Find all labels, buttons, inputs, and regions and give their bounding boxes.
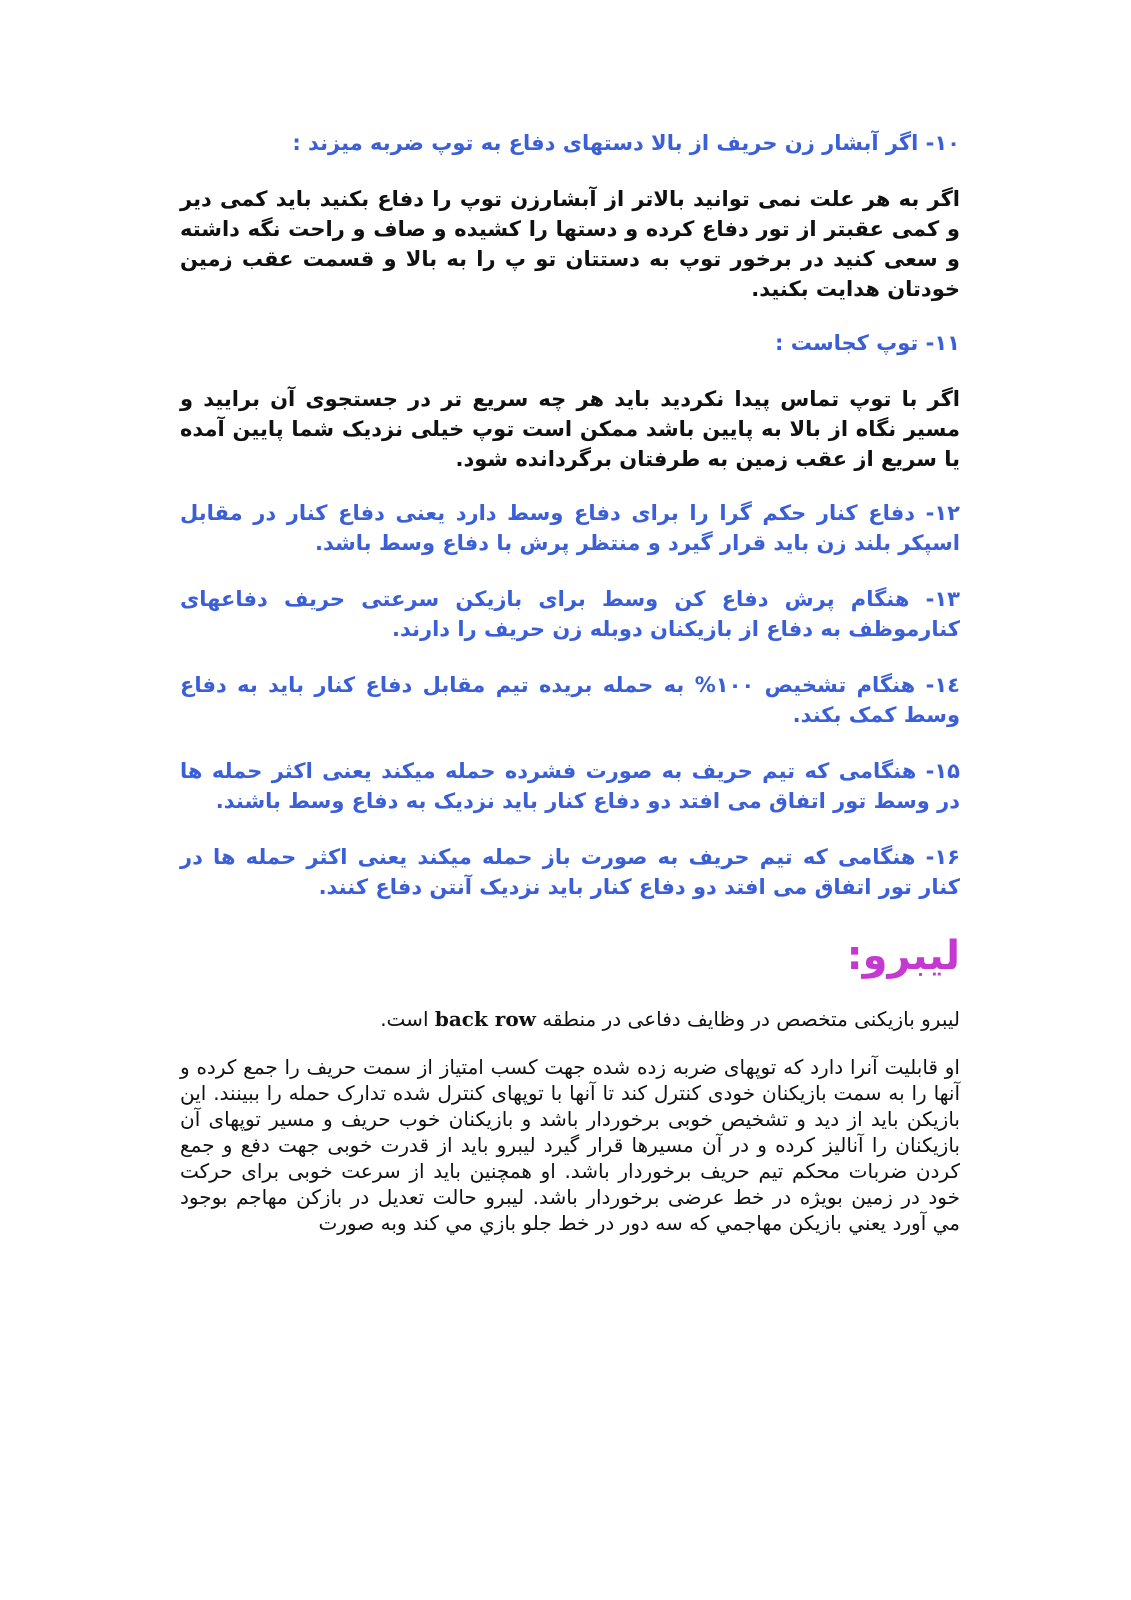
libero-intro-before: لیبرو بازیکنی متخصص در وظایف دفاعی در منطقه — [542, 1007, 960, 1031]
item-11-body: اگر با توپ تماس پیدا نکردید باید هر چه سریع تر در جستجوی آن برایید و مسیر نگاه از بالا به پایین باشد ممکن است توپ خیلی نزدیک شما پایین آمده یا سریع از عقب زمین به طرفتان برگردانده شود. — [180, 387, 960, 471]
libero-intro-latin: back row — [434, 1007, 536, 1031]
libero-intro — [180, 1006, 960, 1032]
libero-intro-after: است. — [380, 1007, 429, 1031]
item-13-text: ۱۳- هنگام پرش دفاع کن وسط برای بازیکن سرعتی حریف دفاعهای کنارموظف به دفاع از بازیکنان دوبله زن حریف را دارند. — [180, 587, 960, 641]
item-12-text: ۱۲- دفاع کنار حکم گرا را برای دفاع وسط دارد یعنی دفاع کنار در مقابل اسپکر بلند زن باید قرار گیرد و منتظر پرش با دفاع وسط باشد. — [180, 501, 960, 555]
item-14-text: ۱٤- هنگام تشخیص ۱۰۰% به حمله بریده تیم مقابل دفاع کنار باید به دفاع وسط کمک بکند. — [180, 673, 960, 727]
item-10-heading: ۱۰- اگر آبشار زن حریف از بالا دستهای دفاع به توپ ضربه میزند : — [292, 131, 960, 155]
item-15-text: ۱۵- هنگامی که تیم حریف به صورت فشرده حمله میکند یعنی اکثر حمله ها در وسط تور اتفاق می افتد دو دفاع کنار باید نزدیک به دفاع وسط باشند. — [180, 759, 960, 813]
item-16-text: ۱۶- هنگامی که تیم حریف به صورت باز حمله میکند یعنی اکثر حمله ها در کنار تور اتفاق می افتد دو دفاع کنار باید نزدیک آنتن دفاع کنند. — [180, 845, 960, 899]
item-10-body: اگر به هر علت نمی توانید بالاتر از آبشارزن توپ را دفاع بکنید باید کمی دیر و کمی عقبتر از تور دفاع کرده و دستها را کشیده و صاف و راحت نگه داشته و سعی کنید در برخور توپ به دستتان تو پ را به بالا و قسمت عقب زمین خودتان هدایت بکنید. — [180, 187, 960, 301]
item-11-heading: ۱۱- توپ کجاست : — [775, 331, 960, 355]
libero-body: او قابلیت آنرا دارد که توپهای ضربه زده شده جهت کسب امتیاز از سمت حریف را جمع کرده و آنها را به سمت بازیکنان خودی کنترل کند تا آنها با توپهای کنترل شده تدارک حمله را ببینند. این بازیکن باید از دید و تشخیص خوبی برخوردار باشد و بازیکنان خوب حریف و مسیر توپهای آن بازیکنان را آنالیز کرده و در آن مسیرها قرار گیرد لیبرو باید از قدرت خوبی جهت دفع و جمع کردن ضربات محکم تیم حریف برخوردار باشد. او همچنین باید از سرعت خوبی برای حرکت خود در زمین بویژه در خط عرضی برخوردار باشد. لیبرو حالت تعدیل در بازکن مهاجم بوجود مي آورد یعني بازیکن مهاجمي که سه دور در خط جلو بازي مي کند وبه صورت — [180, 1055, 960, 1235]
page-content — [180, 128, 960, 1258]
libero-title: لیبرو: — [846, 933, 960, 979]
